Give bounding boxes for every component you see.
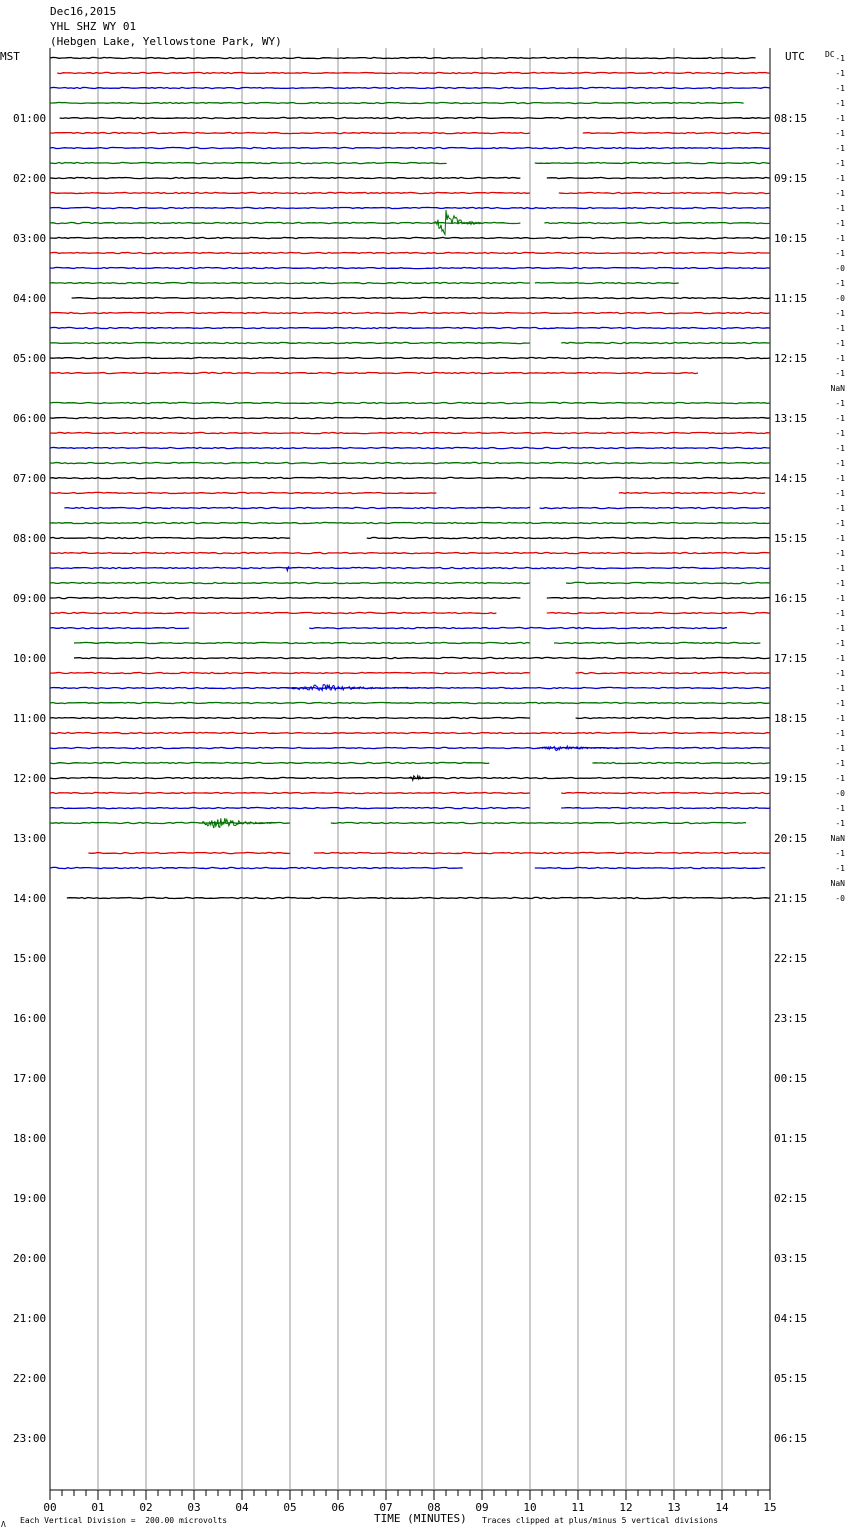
dc-offset-row-53: -1	[835, 849, 845, 858]
left-hour-label-16:00: 16:00	[13, 1012, 47, 1025]
dc-offset-row-8: -1	[835, 174, 845, 183]
dc-offset-row-4: -1	[835, 114, 845, 123]
left-timezone-label: MST	[0, 50, 20, 63]
right-hour-label-22:15: 22:15	[774, 952, 808, 965]
left-hour-label-09:00: 09:00	[13, 592, 47, 605]
right-hour-label-14:15: 14:15	[774, 472, 808, 485]
left-hour-label-22:00: 22:00	[13, 1372, 47, 1385]
dc-offset-row-5: -1	[835, 129, 845, 138]
corner-mark-icon: Λ	[1, 1520, 6, 1529]
trace-row-30-seg-0	[64, 507, 530, 508]
x-tick-label-09: 09	[475, 1501, 489, 1514]
x-tick-label-06: 06	[331, 1501, 345, 1514]
left-hour-label-07:00: 07:00	[13, 472, 47, 485]
trace-row-3-seg-0	[50, 102, 744, 103]
trace-row-38-seg-1	[309, 627, 727, 628]
dc-offset-row-3: -1	[835, 99, 845, 108]
clipping-note: Traces clipped at plus/minus 5 vertical divisions	[482, 1516, 719, 1525]
left-hour-label-10:00: 10:00	[13, 652, 47, 665]
trace-row-50-seg-1	[561, 807, 770, 808]
trace-row-37-seg-1	[547, 612, 770, 613]
dc-offset-row-15: -1	[835, 279, 845, 288]
trace-row-29-seg-0	[50, 492, 436, 493]
trace-row-40-seg-0	[74, 657, 770, 658]
left-hour-label-12:00: 12:00	[13, 772, 47, 785]
trace-row-39-seg-0	[74, 642, 530, 643]
left-hour-label-19:00: 19:00	[13, 1192, 47, 1205]
trace-row-5-seg-1	[583, 132, 770, 133]
event-row-48-0	[409, 776, 432, 781]
trace-row-0-seg-0	[50, 57, 756, 58]
trace-row-43-seg-0	[50, 702, 770, 703]
left-hour-label-04:00: 04:00	[13, 292, 47, 305]
right-hour-label-01:15: 01:15	[774, 1132, 808, 1145]
trace-row-13-seg-0	[50, 252, 770, 253]
trace-row-7-seg-1	[535, 162, 770, 163]
left-hour-label-14:00: 14:00	[13, 892, 47, 905]
x-tick-label-03: 03	[187, 1501, 201, 1514]
right-hour-label-17:15: 17:15	[774, 652, 808, 665]
dc-offset-row-2: -1	[835, 84, 845, 93]
x-tick-label-10: 10	[523, 1501, 537, 1514]
dc-offset-row-34: -1	[835, 564, 845, 573]
trace-row-25-seg-0	[50, 432, 770, 433]
trace-row-17-seg-0	[50, 312, 770, 313]
right-hour-label-09:15: 09:15	[774, 172, 808, 185]
dc-offset-row-39: -1	[835, 639, 845, 648]
dc-offset-row-51: -1	[835, 819, 845, 828]
trace-row-54-seg-1	[535, 867, 765, 868]
dc-offset-row-6: -1	[835, 144, 845, 153]
event-row-51-0	[199, 818, 275, 828]
x-tick-label-04: 04	[235, 1501, 249, 1514]
dc-offset-row-56: -0	[835, 894, 845, 903]
trace-row-9-seg-1	[559, 192, 770, 193]
x-tick-label-01: 01	[91, 1501, 105, 1514]
dc-offset-row-38: -1	[835, 624, 845, 633]
trace-row-4-seg-0	[60, 117, 770, 118]
trace-row-12-seg-0	[50, 237, 770, 238]
trace-row-32-seg-1	[367, 537, 770, 538]
left-hour-label-18:00: 18:00	[13, 1132, 47, 1145]
trace-row-41-seg-1	[576, 672, 770, 673]
left-hour-label-02:00: 02:00	[13, 172, 47, 185]
trace-row-30-seg-1	[540, 507, 770, 508]
trace-row-7-seg-0	[50, 162, 446, 163]
trace-row-9-seg-0	[50, 192, 530, 193]
right-hour-label-18:15: 18:15	[774, 712, 808, 725]
dc-offset-row-25: -1	[835, 429, 845, 438]
trace-row-6-seg-0	[50, 147, 770, 148]
left-hour-label-05:00: 05:00	[13, 352, 47, 365]
dc-offset-row-11: -1	[835, 219, 845, 228]
dc-offset-row-48: -1	[835, 774, 845, 783]
left-hour-label-20:00: 20:00	[13, 1252, 47, 1265]
left-hour-label-15:00: 15:00	[13, 952, 47, 965]
dc-offset-row-1: -1	[835, 69, 845, 78]
dc-offset-row-30: -1	[835, 504, 845, 513]
trace-row-39-seg-1	[554, 642, 760, 643]
trace-row-16-seg-0	[72, 297, 770, 298]
dc-offset-row-17: -1	[835, 309, 845, 318]
x-axis-title: TIME (MINUTES)	[374, 1512, 467, 1525]
dc-offset-row-35: -1	[835, 579, 845, 588]
trace-row-36-seg-0	[50, 597, 520, 598]
x-tick-label-07: 07	[379, 1501, 393, 1514]
right-hour-label-23:15: 23:15	[774, 1012, 808, 1025]
left-hour-label-03:00: 03:00	[13, 232, 47, 245]
trace-row-34-seg-0	[50, 567, 770, 568]
dc-offset-row-40: -1	[835, 654, 845, 663]
dc-offset-row-18: -1	[835, 324, 845, 333]
dc-offset-row-37: -1	[835, 609, 845, 618]
dc-offset-row-16: -0	[835, 294, 845, 303]
trace-row-23-seg-0	[50, 402, 770, 403]
left-hour-label-11:00: 11:00	[13, 712, 47, 725]
x-tick-label-11: 11	[571, 1501, 585, 1514]
x-tick-label-15: 15	[763, 1501, 777, 1514]
dc-offset-row-23: -1	[835, 399, 845, 408]
dc-offset-row-41: -1	[835, 669, 845, 678]
right-hour-label-12:15: 12:15	[774, 352, 808, 365]
dc-offset-row-44: -1	[835, 714, 845, 723]
trace-row-32-seg-0	[50, 537, 290, 538]
dc-offset-row-26: -1	[835, 444, 845, 453]
x-tick-label-12: 12	[619, 1501, 633, 1514]
right-hour-label-04:15: 04:15	[774, 1312, 808, 1325]
dc-offset-row-52: NaN	[830, 834, 845, 843]
right-hour-label-02:15: 02:15	[774, 1192, 808, 1205]
event-row-42-0	[285, 685, 419, 691]
right-timezone-label: UTC	[785, 50, 805, 63]
dc-offset-row-50: -1	[835, 804, 845, 813]
plot-date: Dec16,2015	[50, 5, 117, 18]
trace-row-21-seg-0	[50, 372, 698, 373]
left-hour-label-06:00: 06:00	[13, 412, 47, 425]
trace-row-15-seg-1	[535, 283, 679, 284]
right-hour-label-19:15: 19:15	[774, 772, 808, 785]
dc-offset-row-47: -1	[835, 759, 845, 768]
left-hour-label-01:00: 01:00	[13, 112, 47, 125]
trace-row-1-seg-0	[57, 72, 770, 73]
dc-offset-row-42: -1	[835, 684, 845, 693]
dc-offset-row-21: -1	[835, 369, 845, 378]
trace-row-26-seg-0	[50, 447, 770, 448]
left-hour-label-17:00: 17:00	[13, 1072, 47, 1085]
right-hour-label-00:15: 00:15	[774, 1072, 808, 1085]
dc-offset-row-33: -1	[835, 549, 845, 558]
dc-offset-row-29: -1	[835, 489, 845, 498]
trace-row-27-seg-0	[50, 462, 770, 463]
trace-row-14-seg-0	[50, 267, 770, 268]
trace-row-38-seg-0	[50, 628, 189, 629]
left-hour-label-08:00: 08:00	[13, 532, 47, 545]
dc-offset-row-43: -1	[835, 699, 845, 708]
right-hour-label-13:15: 13:15	[774, 412, 808, 425]
trace-row-47-seg-1	[592, 762, 770, 763]
trace-row-19-seg-1	[561, 342, 770, 343]
dc-offset-row-14: -0	[835, 264, 845, 273]
dc-offset-row-45: -1	[835, 729, 845, 738]
x-tick-label-02: 02	[139, 1501, 153, 1514]
trace-row-44-seg-1	[576, 717, 770, 718]
trace-row-46-seg-0	[50, 747, 770, 748]
trace-row-51-seg-1	[331, 822, 746, 823]
trace-row-33-seg-0	[50, 552, 770, 553]
dc-offset-header: DC	[825, 50, 835, 59]
trace-row-53-seg-0	[88, 852, 290, 853]
trace-row-31-seg-0	[50, 522, 770, 523]
left-hour-label-13:00: 13:00	[13, 832, 47, 845]
dc-offset-row-9: -1	[835, 189, 845, 198]
trace-row-45-seg-0	[50, 732, 770, 733]
trace-row-24-seg-0	[50, 417, 770, 418]
right-hour-label-05:15: 05:15	[774, 1372, 808, 1385]
trace-row-28-seg-0	[50, 477, 770, 478]
dc-offset-row-12: -1	[835, 234, 845, 243]
right-hour-label-08:15: 08:15	[774, 112, 808, 125]
x-tick-label-00: 00	[43, 1501, 57, 1514]
trace-row-29-seg-1	[619, 492, 765, 493]
x-tick-label-08: 08	[427, 1501, 441, 1514]
trace-row-2-seg-0	[50, 87, 770, 88]
dc-offset-row-7: -1	[835, 159, 845, 168]
dc-offset-row-36: -1	[835, 594, 845, 603]
trace-row-54-seg-0	[50, 867, 463, 868]
trace-row-47-seg-0	[50, 762, 489, 763]
dc-offset-row-55: NaN	[830, 879, 845, 888]
trace-row-8-seg-0	[50, 177, 520, 178]
right-hour-label-20:15: 20:15	[774, 832, 808, 845]
right-hour-label-21:15: 21:15	[774, 892, 808, 905]
left-hour-label-23:00: 23:00	[13, 1432, 47, 1445]
dc-offset-row-31: -1	[835, 519, 845, 528]
trace-row-11-seg-0	[50, 222, 520, 223]
left-hour-label-21:00: 21:00	[13, 1312, 47, 1325]
right-hour-label-10:15: 10:15	[774, 232, 808, 245]
x-tick-label-13: 13	[667, 1501, 681, 1514]
dc-offset-row-28: -1	[835, 474, 845, 483]
trace-row-37-seg-0	[50, 612, 496, 613]
event-row-46-0	[537, 746, 623, 751]
trace-row-10-seg-0	[50, 207, 770, 208]
x-tick-label-05: 05	[283, 1501, 297, 1514]
dc-offset-row-13: -1	[835, 249, 845, 258]
trace-row-35-seg-1	[566, 582, 770, 583]
trace-row-56-seg-0	[67, 897, 770, 898]
x-tick-label-14: 14	[715, 1501, 729, 1514]
trace-row-8-seg-1	[547, 177, 770, 178]
dc-offset-row-54: -1	[835, 864, 845, 873]
dc-offset-row-32: -1	[835, 534, 845, 543]
vertical-division-note: Each Vertical Division = 200.00 microvolts	[20, 1516, 228, 1525]
right-hour-label-15:15: 15:15	[774, 532, 808, 545]
station-location: (Hebgen Lake, Yellowstone Park, WY)	[50, 35, 282, 48]
right-hour-label-03:15: 03:15	[774, 1252, 808, 1265]
station-code: YHL SHZ WY 01	[50, 20, 137, 33]
dc-offset-row-19: -1	[835, 339, 845, 348]
right-hour-label-16:15: 16:15	[774, 592, 808, 605]
trace-row-53-seg-1	[314, 852, 770, 853]
dc-offset-row-20: -1	[835, 354, 845, 363]
trace-row-36-seg-1	[547, 597, 770, 598]
dc-offset-row-27: -1	[835, 459, 845, 468]
dc-offset-row-10: -1	[835, 204, 845, 213]
trace-row-20-seg-0	[50, 357, 770, 358]
trace-row-18-seg-0	[50, 327, 770, 328]
dc-offset-row-24: -1	[835, 414, 845, 423]
dc-offset-row-22: NaN	[830, 384, 845, 393]
dc-offset-row-49: -0	[835, 789, 845, 798]
dc-offset-row-0: -1	[835, 54, 845, 63]
dc-offset-row-46: -1	[835, 744, 845, 753]
right-hour-label-06:15: 06:15	[774, 1432, 808, 1445]
trace-row-49-seg-1	[561, 792, 770, 793]
right-hour-label-11:15: 11:15	[774, 292, 808, 305]
